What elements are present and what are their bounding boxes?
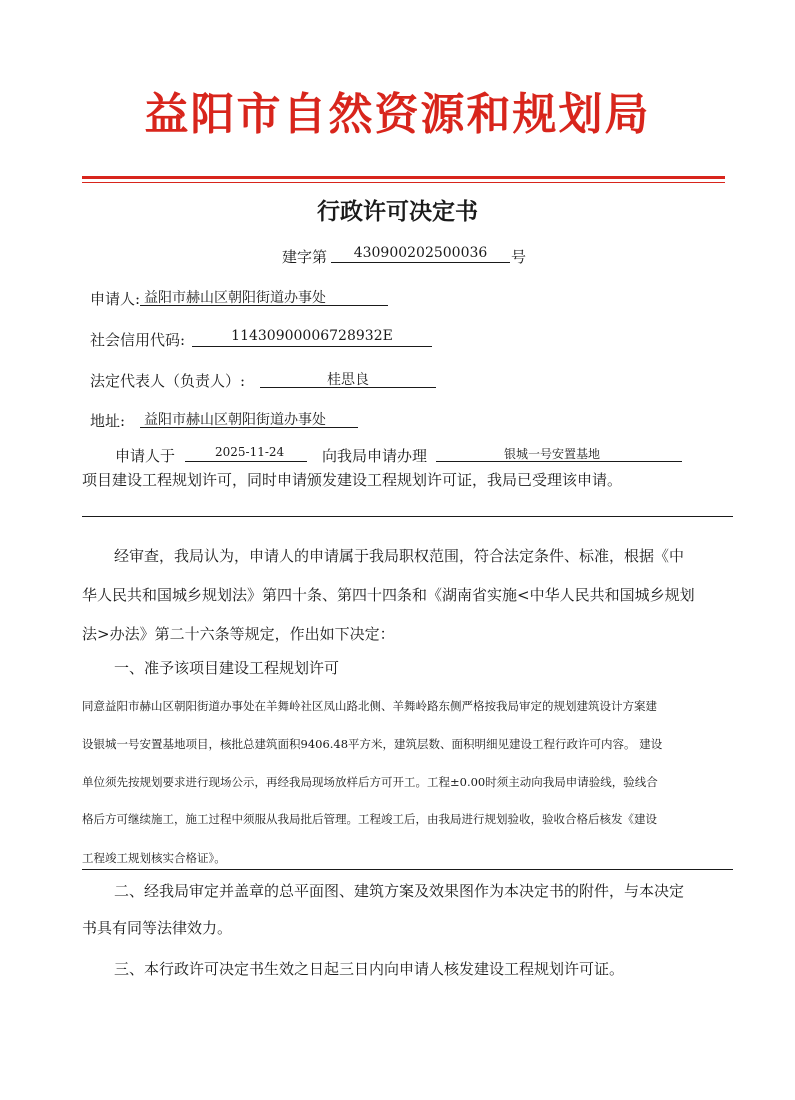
decision-2-line-2: 书具有同等法律效力。 xyxy=(82,919,233,937)
review-line-1: 经审查，我局认为，申请人的申请属于我局职权范围，符合法定条件、标准，根据《中 xyxy=(114,547,685,565)
decision-3-line-1: 三、本行政许可决定书生效之日起三日内向申请人核发建设工程规划许可证。 xyxy=(114,960,625,978)
decision-2-line-1: 二、经我局审定并盖章的总平面图、建筑方案及效果图作为本决定书的附件，与本决定 xyxy=(114,882,685,900)
permit-no-prefix: 建字第 xyxy=(282,248,328,266)
review-line-2: 华人民共和国城乡规划法》第四十条、第四十四条和《湖南省实施<中华人民共和国城乡规划 xyxy=(82,586,695,604)
agency-name-header: 益阳市自然资源和规划局 xyxy=(144,89,651,140)
decision-1-line-3: 单位须先按规划要求进行现场公示，再经我局现场放样后方可开工。工程±0.00时须主动向我局申请验线，验线合 xyxy=(82,775,658,789)
application-date: 2025-11-24 xyxy=(185,445,307,462)
applicant-label: 申请人: xyxy=(90,290,141,308)
decision-1-heading: 一、准予该项目建设工程规划许可 xyxy=(114,659,340,677)
decision-1-line-5: 工程竣工规划核实合格证》。 xyxy=(82,851,226,865)
header-rule-thin xyxy=(82,182,725,183)
review-line-3: 法>办法》第二十六条等规定，作出如下决定： xyxy=(82,625,395,643)
decision-1-line-4: 格后方可继续施工，施工过程中须服从我局批后管理。工程竣工后，由我局进行规划验收，验收合格后核发《建设 xyxy=(82,812,657,826)
application-text-2: 向我局申请办理 xyxy=(322,447,428,465)
application-text-1: 申请人于 xyxy=(115,447,176,465)
document-title: 行政许可决定书 xyxy=(317,198,478,225)
application-line-2: 项目建设工程规划许可，同时申请颁发建设工程规划许可证，我局已受理该申请。 xyxy=(82,471,623,489)
permit-no-value: 430900202500036 xyxy=(331,245,510,263)
decision-1-underline xyxy=(82,869,733,870)
application-project: 银城一号安置基地 xyxy=(436,445,682,462)
permit-no-suffix: 号 xyxy=(511,248,527,266)
legal-rep-value: 桂思良 xyxy=(260,369,436,388)
divider-line xyxy=(82,516,733,517)
credit-code-label: 社会信用代码: xyxy=(90,331,186,349)
address-label: 地址: xyxy=(90,412,126,430)
decision-1-line-2: 设银城一号安置基地项目，核批总建筑面积9406.48平方米，建筑层数、面积明细见建设工程行政许可内容。 建设 xyxy=(82,737,663,751)
address-value: 益阳市赫山区朝阳街道办事处 xyxy=(140,409,358,428)
credit-code-value: 11430900006728932E xyxy=(192,328,432,347)
applicant-value: 益阳市赫山区朝阳街道办事处 xyxy=(140,287,388,306)
legal-rep-label: 法定代表人（负责人）: xyxy=(90,372,246,390)
header-rule-thick xyxy=(82,176,725,179)
decision-1-line-1: 同意益阳市赫山区朝阳街道办事处在羊舞岭社区凤山路北侧、羊舞岭路东侧严格按我局审定的规划建筑设计方案建 xyxy=(82,699,657,713)
